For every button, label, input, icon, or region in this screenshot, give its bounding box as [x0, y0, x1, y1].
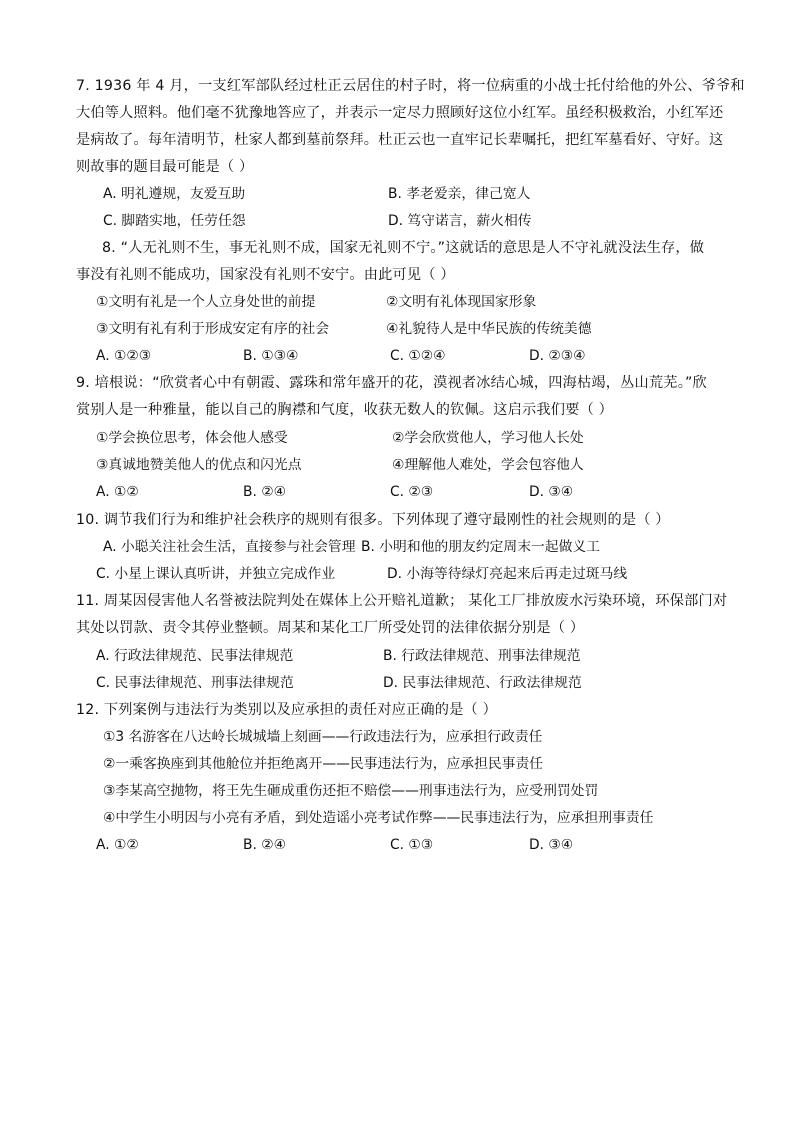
statement-1: ①文明有礼是一个人立身处世的前提: [96, 294, 316, 310]
statement-2: ②学会欣赏他人，学习他人长处: [392, 430, 584, 446]
option-d[interactable]: D. ②③④: [529, 348, 586, 364]
option-c[interactable]: C. 小星上课认真听讲，并独立完成作业: [96, 566, 336, 582]
stem-line: 事没有礼则不能成功，国家没有礼则不安宁。由此可见（ ）: [76, 267, 455, 283]
question-8-stem: [76, 235, 736, 289]
option-d[interactable]: D. ③④: [529, 484, 574, 500]
option-d[interactable]: D. 笃守诺言，薪火相传: [388, 213, 532, 229]
statement-3: ③文明有礼有利于形成安定有序的社会: [96, 321, 330, 337]
statement-2: ②一乘客换座到其他舱位并拒绝离开——民事违法行为，应承担民事责任: [103, 756, 544, 772]
option-b[interactable]: B. ②④: [243, 837, 286, 853]
statement-3: ③李某高空抛物，将王先生砸成重伤还拒不赔偿——刑事违法行为，应受刑罚处罚: [103, 783, 599, 799]
stem-line: 8. “人无礼则不生，事无礼则不成，国家无礼则不宁。”这就话的意思是人不守礼就没法生存，做: [102, 240, 705, 256]
option-d[interactable]: D. 民事法律规范、行政法律规范: [383, 675, 582, 691]
stem-line: 则故事的题目最可能是（ ）: [76, 159, 254, 175]
stem-line: 其处以罚款、责令其停业整顿。周某和某化工厂所受处罚的法律依据分别是（ ）: [76, 620, 585, 636]
question-11-stem: [76, 588, 736, 642]
statement-1: ①学会换位思考，体会他人感受: [96, 430, 288, 446]
question-10-stem: [76, 507, 736, 534]
option-b[interactable]: B. ②④: [243, 484, 286, 500]
option-b[interactable]: B. 孝老爱亲，律己宽人: [388, 186, 531, 202]
statement-4: ④礼貌待人是中华民族的传统美德: [386, 321, 592, 337]
stem-line: 是病故了。每年清明节，杜家人都到墓前祭拜。杜正云也一直牢记长辈嘱托，把红军墓看好、守好。这: [76, 132, 724, 148]
stem-line: 赏别人是一种雅量，能以自己的胸襟和气度，收获无数人的钦佩。这启示我们要（ ）: [76, 402, 614, 418]
option-a[interactable]: A. 行政法律规范、民事法律规范: [96, 648, 294, 664]
statement-4: ④理解他人难处，学会包容他人: [392, 457, 584, 473]
stem-line: 大伯等人照料。他们毫不犹豫地答应了，并表示一定尽力照顾好这位小红军。虽经积极救治，小红军还: [76, 105, 724, 121]
option-b[interactable]: B. ①③④: [243, 348, 299, 364]
option-c[interactable]: C. 脚踏实地，任劳任怨: [103, 213, 246, 229]
option-b[interactable]: B. 小明和他的朋友约定周末一起做义工: [361, 539, 600, 555]
statement-2: ②文明有礼体现国家形象: [386, 294, 537, 310]
stem-line: 11. 周某因侵害他人名誉被法院判处在媒体上公开赔礼道歉； 某化工厂排放废水污染环境，环保部门对: [76, 593, 728, 609]
option-a[interactable]: A. ①②③: [96, 348, 152, 364]
question-7-stem: [76, 73, 745, 181]
question-12-stem: [76, 697, 736, 724]
option-d[interactable]: D. 小海等待绿灯亮起来后再走过斑马线: [387, 566, 628, 582]
option-c[interactable]: C. ①③: [390, 837, 434, 853]
question-9-stem: [76, 370, 736, 424]
stem-line: 12. 下列案例与违法行为类别以及应承担的责任对应正确的是（ ）: [76, 702, 498, 718]
statement-4: ④中学生小明因与小亮有矛盾，到处造谣小亮考试作弊——民事违法行为，应承担刑事责任: [103, 810, 654, 826]
stem-line: 7. 1936 年 4 月，一支红军部队经过杜正云居住的村子时，将一位病重的小战士托付给他的外公、爷爷和: [76, 78, 745, 94]
option-b[interactable]: B. 行政法律规范、刑事法律规范: [383, 648, 581, 664]
option-a[interactable]: A. ①②: [96, 837, 139, 853]
stem-line: 9. 培根说：“欣赏者心中有朝霞、露珠和常年盛开的花，漠视者冰结心城，四海枯竭，丛山荒芜。”欣: [76, 375, 707, 391]
option-a[interactable]: A. 明礼遵规，友爱互助: [103, 186, 246, 202]
option-a[interactable]: A. ①②: [96, 484, 139, 500]
option-d[interactable]: D. ③④: [529, 837, 574, 853]
statement-3: ③真诚地赞美他人的优点和闪光点: [96, 457, 302, 473]
option-c[interactable]: C. ②③: [390, 484, 434, 500]
stem-line: 10. 调节我们行为和维护社会秩序的规则有很多。下列体现了遵守最刚性的社会规则的是（ ）: [76, 512, 670, 528]
option-c[interactable]: C. ①②④: [390, 348, 446, 364]
option-c[interactable]: C. 民事法律规范、刑事法律规范: [96, 675, 294, 691]
statement-1: ①3 名游客在八达岭长城城墙上刻画——行政违法行为，应承担行政责任: [103, 729, 543, 745]
option-a[interactable]: A. 小聪关注社会生活，直接参与社会管理: [103, 539, 356, 555]
